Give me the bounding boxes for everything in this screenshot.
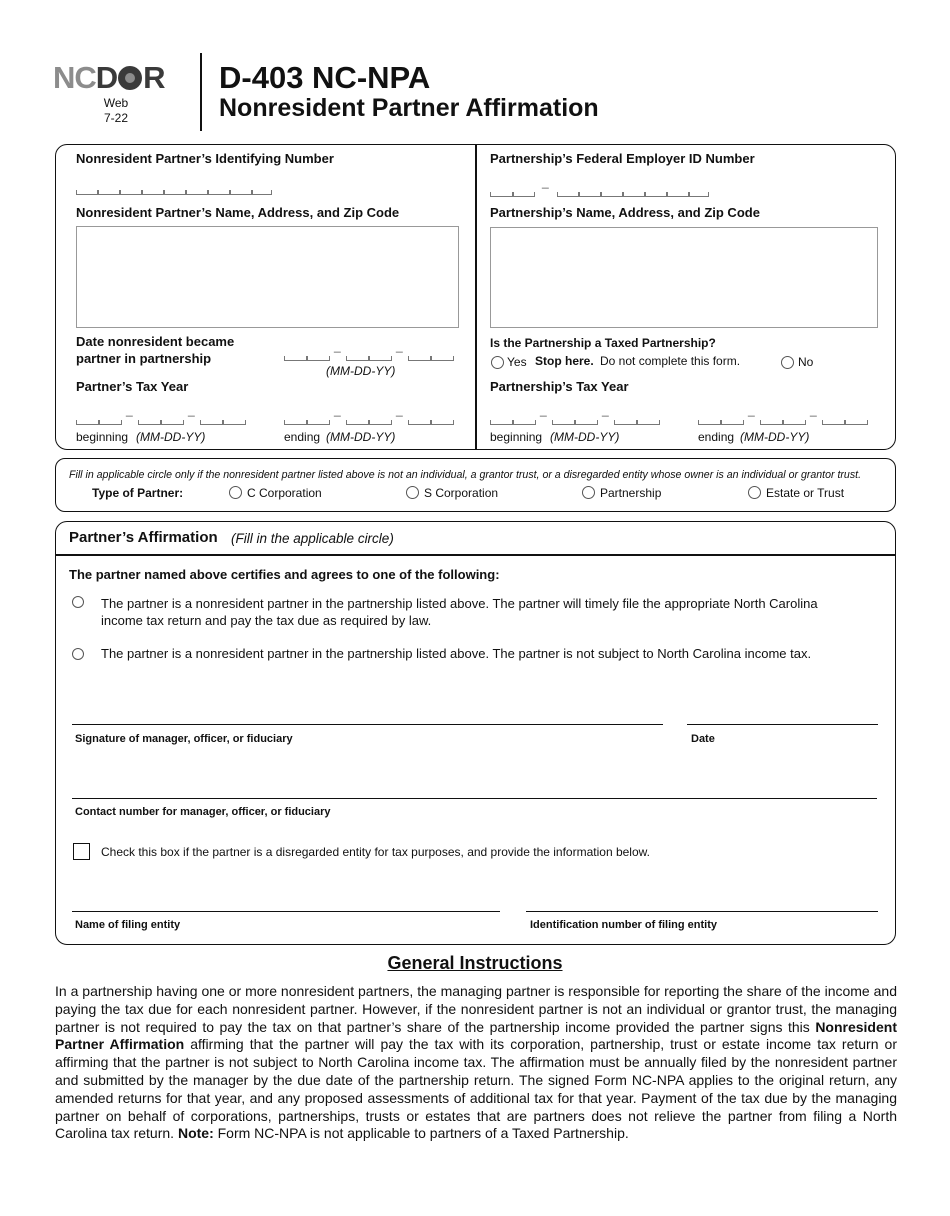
s-corporation-label: S Corporation <box>424 486 499 500</box>
partner-ending-format: (MM-DD-YY) <box>326 430 396 444</box>
estate-or-trust-label: Estate or Trust <box>766 486 845 500</box>
affirmation-subtitle: (Fill in the applicable circle) <box>231 531 394 546</box>
s-corporation-radio[interactable] <box>406 486 419 499</box>
taxed-yes-label: Yes <box>507 355 527 369</box>
filing-entity-name-line[interactable] <box>72 911 500 912</box>
certifies-text: The partner named above certifies and agrees to one of the following: <box>69 567 500 582</box>
logo-nc: NC <box>53 60 96 95</box>
date-became-input[interactable]: _ _ <box>284 340 456 364</box>
form-id: D-403 NC-NPA <box>219 60 431 95</box>
partner-type-box <box>55 458 896 512</box>
signature-label: Signature of manager, officer, or fiduciary <box>75 733 293 745</box>
version-label: 7-22 <box>103 111 129 125</box>
filing-entity-id-line[interactable] <box>526 911 878 912</box>
stop-here-label: Stop here. <box>535 354 594 368</box>
instructions-text-1: In a partnership having one or more nonresident partners, the managing partner is responsible for reporting the share of the income and paying the tax due for each nonresident partner. However, if the nonresident partner is not an individual or grantor trust, the managing partner is not required to pay the tax on that partner’s share of the partnership income provided the partner signs this <box>55 983 897 1035</box>
instructions-title: General Instructions <box>387 953 563 973</box>
partnership-beginning-format: (MM-DD-YY) <box>550 430 620 444</box>
date-became-label-2: partner in partnership <box>76 351 212 366</box>
partner-type-label: Type of Partner: <box>92 486 184 500</box>
affirmation-title: Partner’s Affirmation <box>69 529 218 546</box>
instructions-text-3: Form NC-NPA is not applicable to partners of a Taxed Partnership. <box>213 1125 629 1142</box>
partner-type-note: Fill in applicable circle only if the nonresident partner listed above is not an individual, a grantor trust, or a disregarded entity whose owner is an individual or grantor trust. <box>69 469 862 481</box>
fein-input[interactable]: _ <box>490 176 710 200</box>
form-title: Nonresident Partner Affirmation <box>219 94 599 122</box>
c-corporation-radio[interactable] <box>229 486 242 499</box>
date-became-label-1: Date nonresident became <box>76 334 235 349</box>
partnership-ending-format: (MM-DD-YY) <box>740 430 810 444</box>
ncdor-logo <box>53 62 165 93</box>
partnership-tax-year-begin-input[interactable]: _ _ <box>490 404 662 428</box>
affirmation-header-divider <box>56 554 895 556</box>
web-label: Web <box>103 96 129 110</box>
affirmation-option1-line1: The partner is a nonresident partner in the partnership listed above. The partner will timely file the appropriate North Carolina <box>101 596 818 611</box>
instructions-text-2: affirming that the partner will pay the tax with its corporation, partnership, trust or estate income tax return or affirming that the partner is not subject to North Carolina income tax. The affirmation must be annually filed by the nonresident partner and submitted by the manager by the due date of the partnership return. The signed Form NC-NPA applies to the original return, any amended returns for that year, and any proposed assessments of additional tax for that year. Payment of the tax due by the managing partner on behalf of corporations, partnerships, trusts or estates that are partners does not relieve the partner from filing a North Carolina tax return. <box>55 1036 897 1142</box>
disregarded-entity-checkbox[interactable] <box>73 843 90 860</box>
filing-entity-name-label: Name of filing entity <box>75 919 181 931</box>
instructions-bold-1: Nonresident Partner Affirmation <box>55 1018 897 1053</box>
taxed-no-label: No <box>798 355 814 369</box>
fein-label: Partnership’s Federal Employer ID Number <box>490 151 755 166</box>
date-line[interactable] <box>687 724 878 725</box>
date-label: Date <box>691 733 715 745</box>
partnership-name-label: Partnership’s Name, Address, and Zip Code <box>490 205 760 220</box>
date-became-format: (MM-DD-YY) <box>326 364 396 378</box>
partnership-radio[interactable] <box>582 486 595 499</box>
partnership-label: Partnership <box>600 486 662 500</box>
version-block <box>98 96 134 126</box>
contact-number-line[interactable] <box>72 798 877 799</box>
partnership-beginning-label: beginning <box>490 430 543 444</box>
header-divider <box>200 53 202 131</box>
logo-r: R <box>143 60 165 95</box>
affirmation-option2-radio[interactable] <box>72 648 84 660</box>
affirmation-option1-radio[interactable] <box>72 596 84 608</box>
disregarded-entity-label: Check this box if the partner is a disregarded entity for tax purposes, and provide the information below. <box>101 845 650 859</box>
taxed-partnership-question: Is the Partnership a Taxed Partnership? <box>490 336 716 350</box>
instructions-bold-2: Note: <box>177 1125 214 1142</box>
do-not-complete-label: Do not complete this form. <box>600 354 741 368</box>
partnership-ending-label: ending <box>698 430 735 444</box>
partner-id-label: Nonresident Partner’s Identifying Number <box>76 151 334 166</box>
c-corporation-label: C Corporation <box>247 486 322 500</box>
partner-name-label: Nonresident Partner’s Name, Address, and Zip Code <box>76 205 400 220</box>
taxed-yes-radio[interactable] <box>491 356 504 369</box>
partner-beginning-label: beginning <box>76 430 129 444</box>
partner-id-input[interactable] <box>76 190 272 198</box>
partnership-tax-year-end-input[interactable]: _ _ <box>698 404 870 428</box>
affirmation-option1-line2: income tax return and pay the tax due as required by law. <box>101 613 432 628</box>
instructions-body <box>55 983 897 1143</box>
partner-tax-year-begin-input[interactable]: _ _ <box>76 404 248 428</box>
affirmation-option2-text: The partner is a nonresident partner in the partnership listed above. The partner is not subject to North Carolina income tax. <box>101 646 812 661</box>
partnership-tax-year-label: Partnership’s Tax Year <box>490 379 629 394</box>
logo-d: D <box>95 60 118 95</box>
partner-tax-year-end-input[interactable]: _ _ <box>284 404 456 428</box>
estate-or-trust-radio[interactable] <box>748 486 761 499</box>
logo-o-icon <box>118 66 142 90</box>
partner-name-address-field[interactable] <box>76 226 459 328</box>
partner-tax-year-label: Partner’s Tax Year <box>76 379 189 394</box>
signature-line[interactable] <box>72 724 663 725</box>
taxed-no-radio[interactable] <box>781 356 794 369</box>
partner-ending-label: ending <box>284 430 321 444</box>
partner-beginning-format: (MM-DD-YY) <box>136 430 206 444</box>
filing-entity-id-label: Identification number of filing entity <box>530 919 717 931</box>
contact-number-label: Contact number for manager, officer, or fiduciary <box>75 806 331 818</box>
partner-info-divider <box>475 145 477 449</box>
partnership-name-address-field[interactable] <box>490 227 878 328</box>
